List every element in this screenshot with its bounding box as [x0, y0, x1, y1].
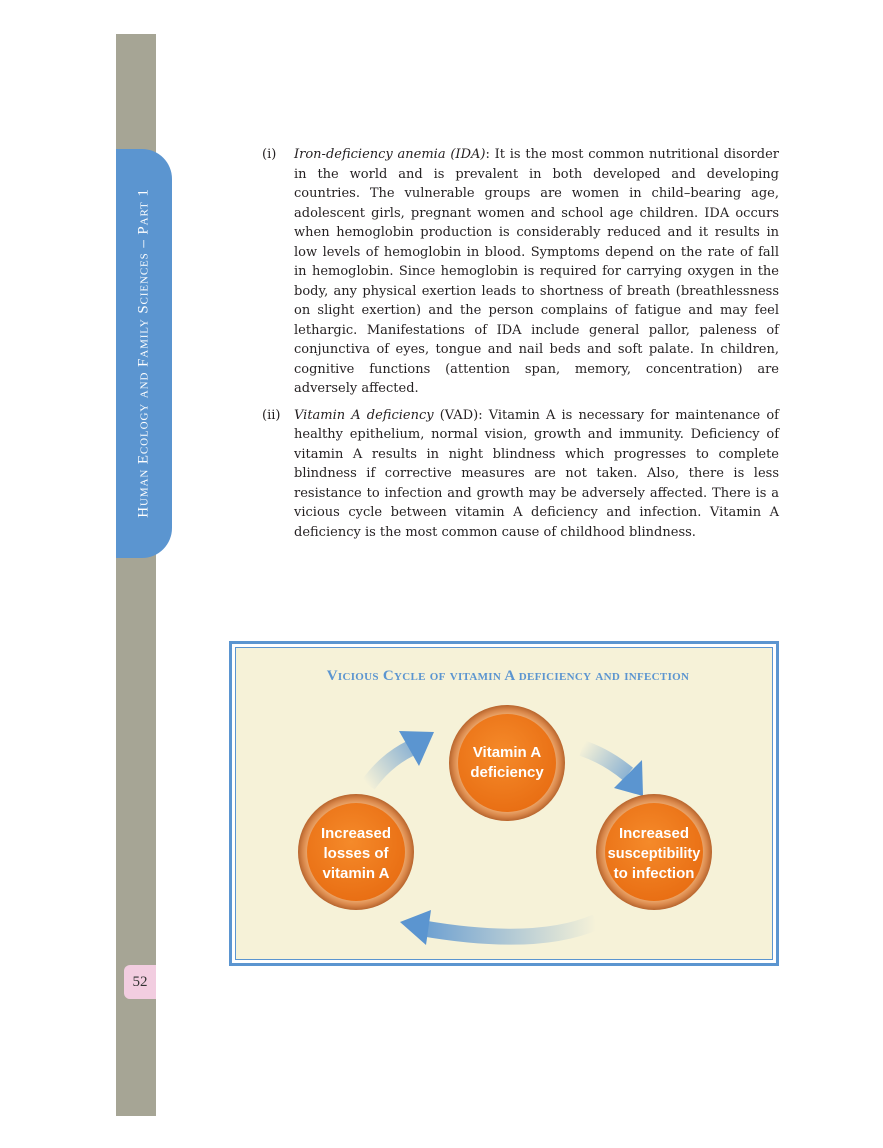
list-item: [262, 406, 779, 543]
node-label: susceptibility: [607, 846, 701, 862]
item-number: (i): [262, 147, 277, 162]
cycle-node: [596, 794, 712, 910]
arrow-icon: [582, 748, 643, 796]
node-label: Increased: [320, 825, 392, 842]
figure-title: Vicious Cycle of vitamin A deficiency and infection: [326, 668, 690, 684]
cycle-figure: [229, 641, 779, 966]
list-item: [262, 145, 779, 399]
cycle-node: [298, 794, 414, 910]
cycle-node: [449, 705, 565, 821]
node-label: Increased: [618, 825, 690, 842]
item-term: Iron-deficiency anemia (IDA): [294, 147, 486, 162]
node-label: to infection: [613, 865, 695, 882]
cycle-diagram: [236, 648, 778, 965]
figure-panel: [235, 647, 773, 960]
node-label: losses of: [323, 845, 389, 862]
node-label: deficiency: [470, 764, 544, 781]
arrow-icon: [400, 910, 596, 945]
item-text: (VAD): Vitamin A is necessary for maintenance of healthy epithelium, normal vision, growth and immunity. Deficiency of vitamin A results in night blindness which progresses to complete blindness if corrective measures are not taken. Also, there is less resistance to infection and growth may be adversely affected. There is a vicious cycle between vitamin A deficiency and infection. Vitamin A deficiency is the most common cause of childhood blindness.: [294, 407, 779, 540]
item-text: : It is the most common nutritional disorder in the world and is prevalent in both developed and developing countries. The vulnerable groups are women in child–bearing age, adolescent girls, pregnant women and school age children. IDA occurs when hemoglobin production is considerably reduced and it results in low levels of hemoglobin in blood. Symptoms depend on the rate of fall in hemoglobin. Since hemoglobin is required for carrying oxygen in the body, any physical exertion leads to shortness of breath (breathlessness on slight exertion) and the person complains of fatigue and may feel lethargic. Manifestations of IDA include general pallor, paleness of conjunctiva of eyes, tongue and nail beds and soft palate. In children, cognitive functions (attention span, memory, concentration) are adversely affected.: [294, 147, 779, 396]
node-label: Vitamin A: [472, 744, 542, 761]
book-title: Human Ecology and Family Sciences – Part 1: [135, 188, 152, 518]
node-label: vitamin A: [322, 865, 390, 882]
item-number: (ii): [262, 407, 281, 423]
arrow-icon: [368, 731, 434, 785]
item-term: Vitamin A deficiency: [294, 407, 434, 423]
body-text: [262, 145, 779, 549]
page-number: 52: [124, 965, 156, 999]
